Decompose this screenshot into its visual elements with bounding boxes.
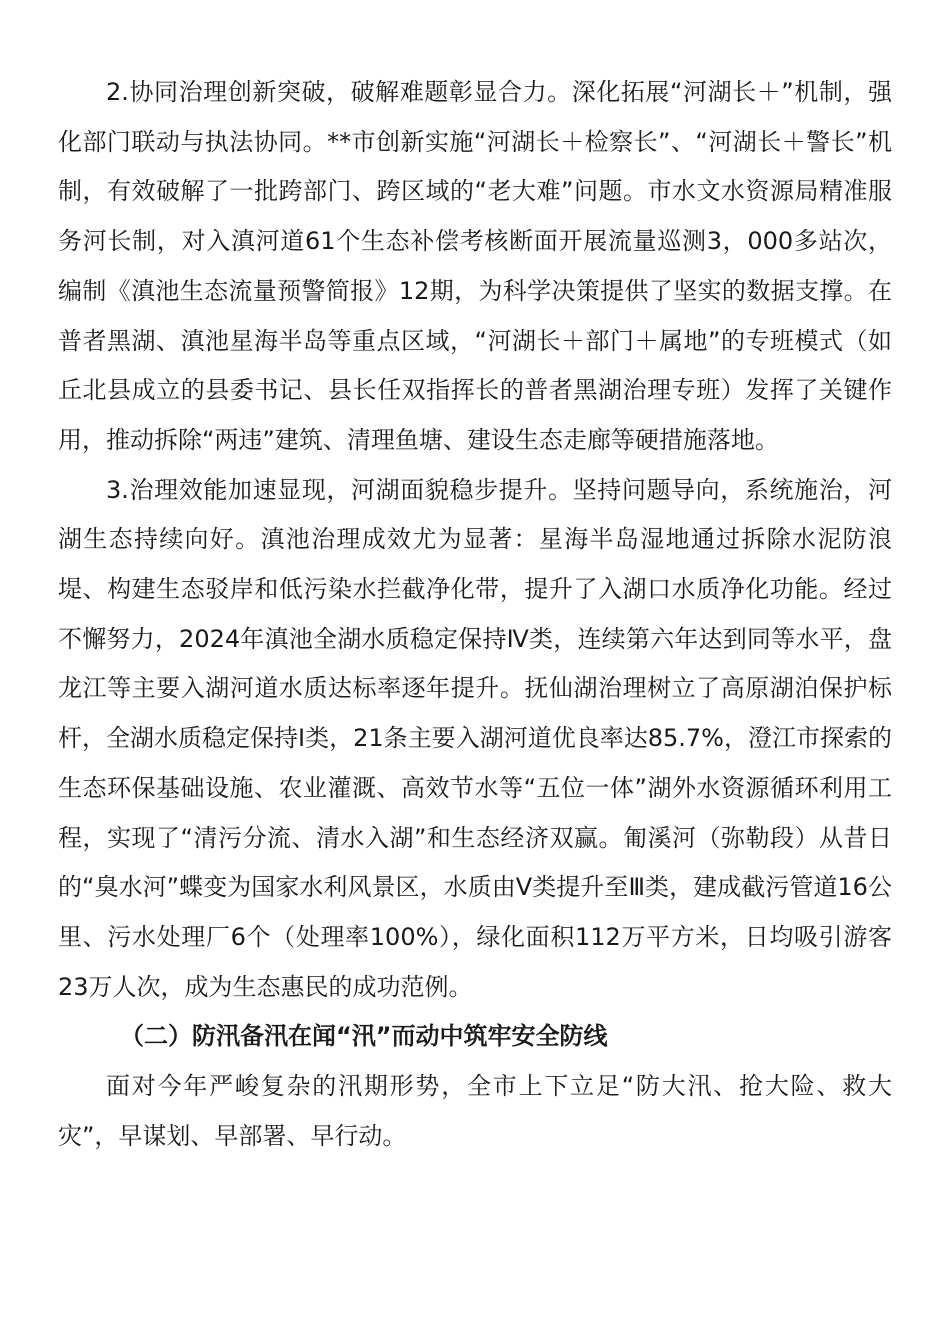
paragraph-flood-situation: 面对今年严峻复杂的汛期形势，全市上下立足“防大汛、抢大险、救大灾”，早谋划、早部署、早行动。	[58, 1072, 892, 1150]
document-page	[58, 68, 892, 1161]
paragraph-collaborative-governance: 2.协同治理创新突破，破解难题彰显合力。深化拓展“河湖长＋”机制，强化部门联动与执法协同。**市创新实施“河湖长＋检察长”、“河湖长＋警长”机制，有效破解了一批跨部门、跨区域的“老大难”问题。市水文水资源局精准服务河长制，对入滇河道61个生态补偿考核断面开展流量巡测3，000多站次，编制《滇池生态流量预警简报》12期，为科学决策提供了坚实的数据支撑。在普者黑湖、滇池星海半岛等重点区域，“河湖长＋部门＋属地”的专班模式（如丘北县成立的县委书记、县长任双指挥长的普者黑湖治理专班）发挥了关键作用，推动拆除“两违”建筑、清理鱼塘、建设生态走廊等硬措施落地。	[58, 78, 892, 454]
section-heading-flood-prevention: （二）防汛备汛在闻“汛”而动中筑牢安全防线	[120, 1022, 608, 1051]
paragraph-governance-effectiveness: 3.治理效能加速显现，河湖面貌稳步提升。坚持问题导向，系统施治，河湖生态持续向好。滇池治理成效尤为显著：星海半岛湿地通过拆除水泥防浪堤、构建生态驳岸和低污染水拦截净化带，提升了入湖口水质净化功能。经过不懈努力，2024年滇池全湖水质稳定保持Ⅳ类，连续第六年达到同等水平，盘龙江等主要入湖河道水质达标率逐年提升。抚仙湖治理树立了高原湖泊保护标杆，全湖水质稳定保持Ⅰ类，21条主要入湖河道优良率达85.7%，澄江市探索的生态环保基础设施、农业灌溉、高效节水等“五位一体”湖外水资源循环利用工程，实现了“清污分流、清水入湖”和生态经济双赢。匍溪河（弥勒段）从昔日的“臭水河”蝶变为国家水利风景区，水质由Ⅴ类提升至Ⅲ类，建成截污管道16公里、污水处理厂6个（处理率100%），绿化面积112万平方米，日均吸引游客23万人次，成为生态惠民的成功范例。	[58, 475, 892, 1001]
